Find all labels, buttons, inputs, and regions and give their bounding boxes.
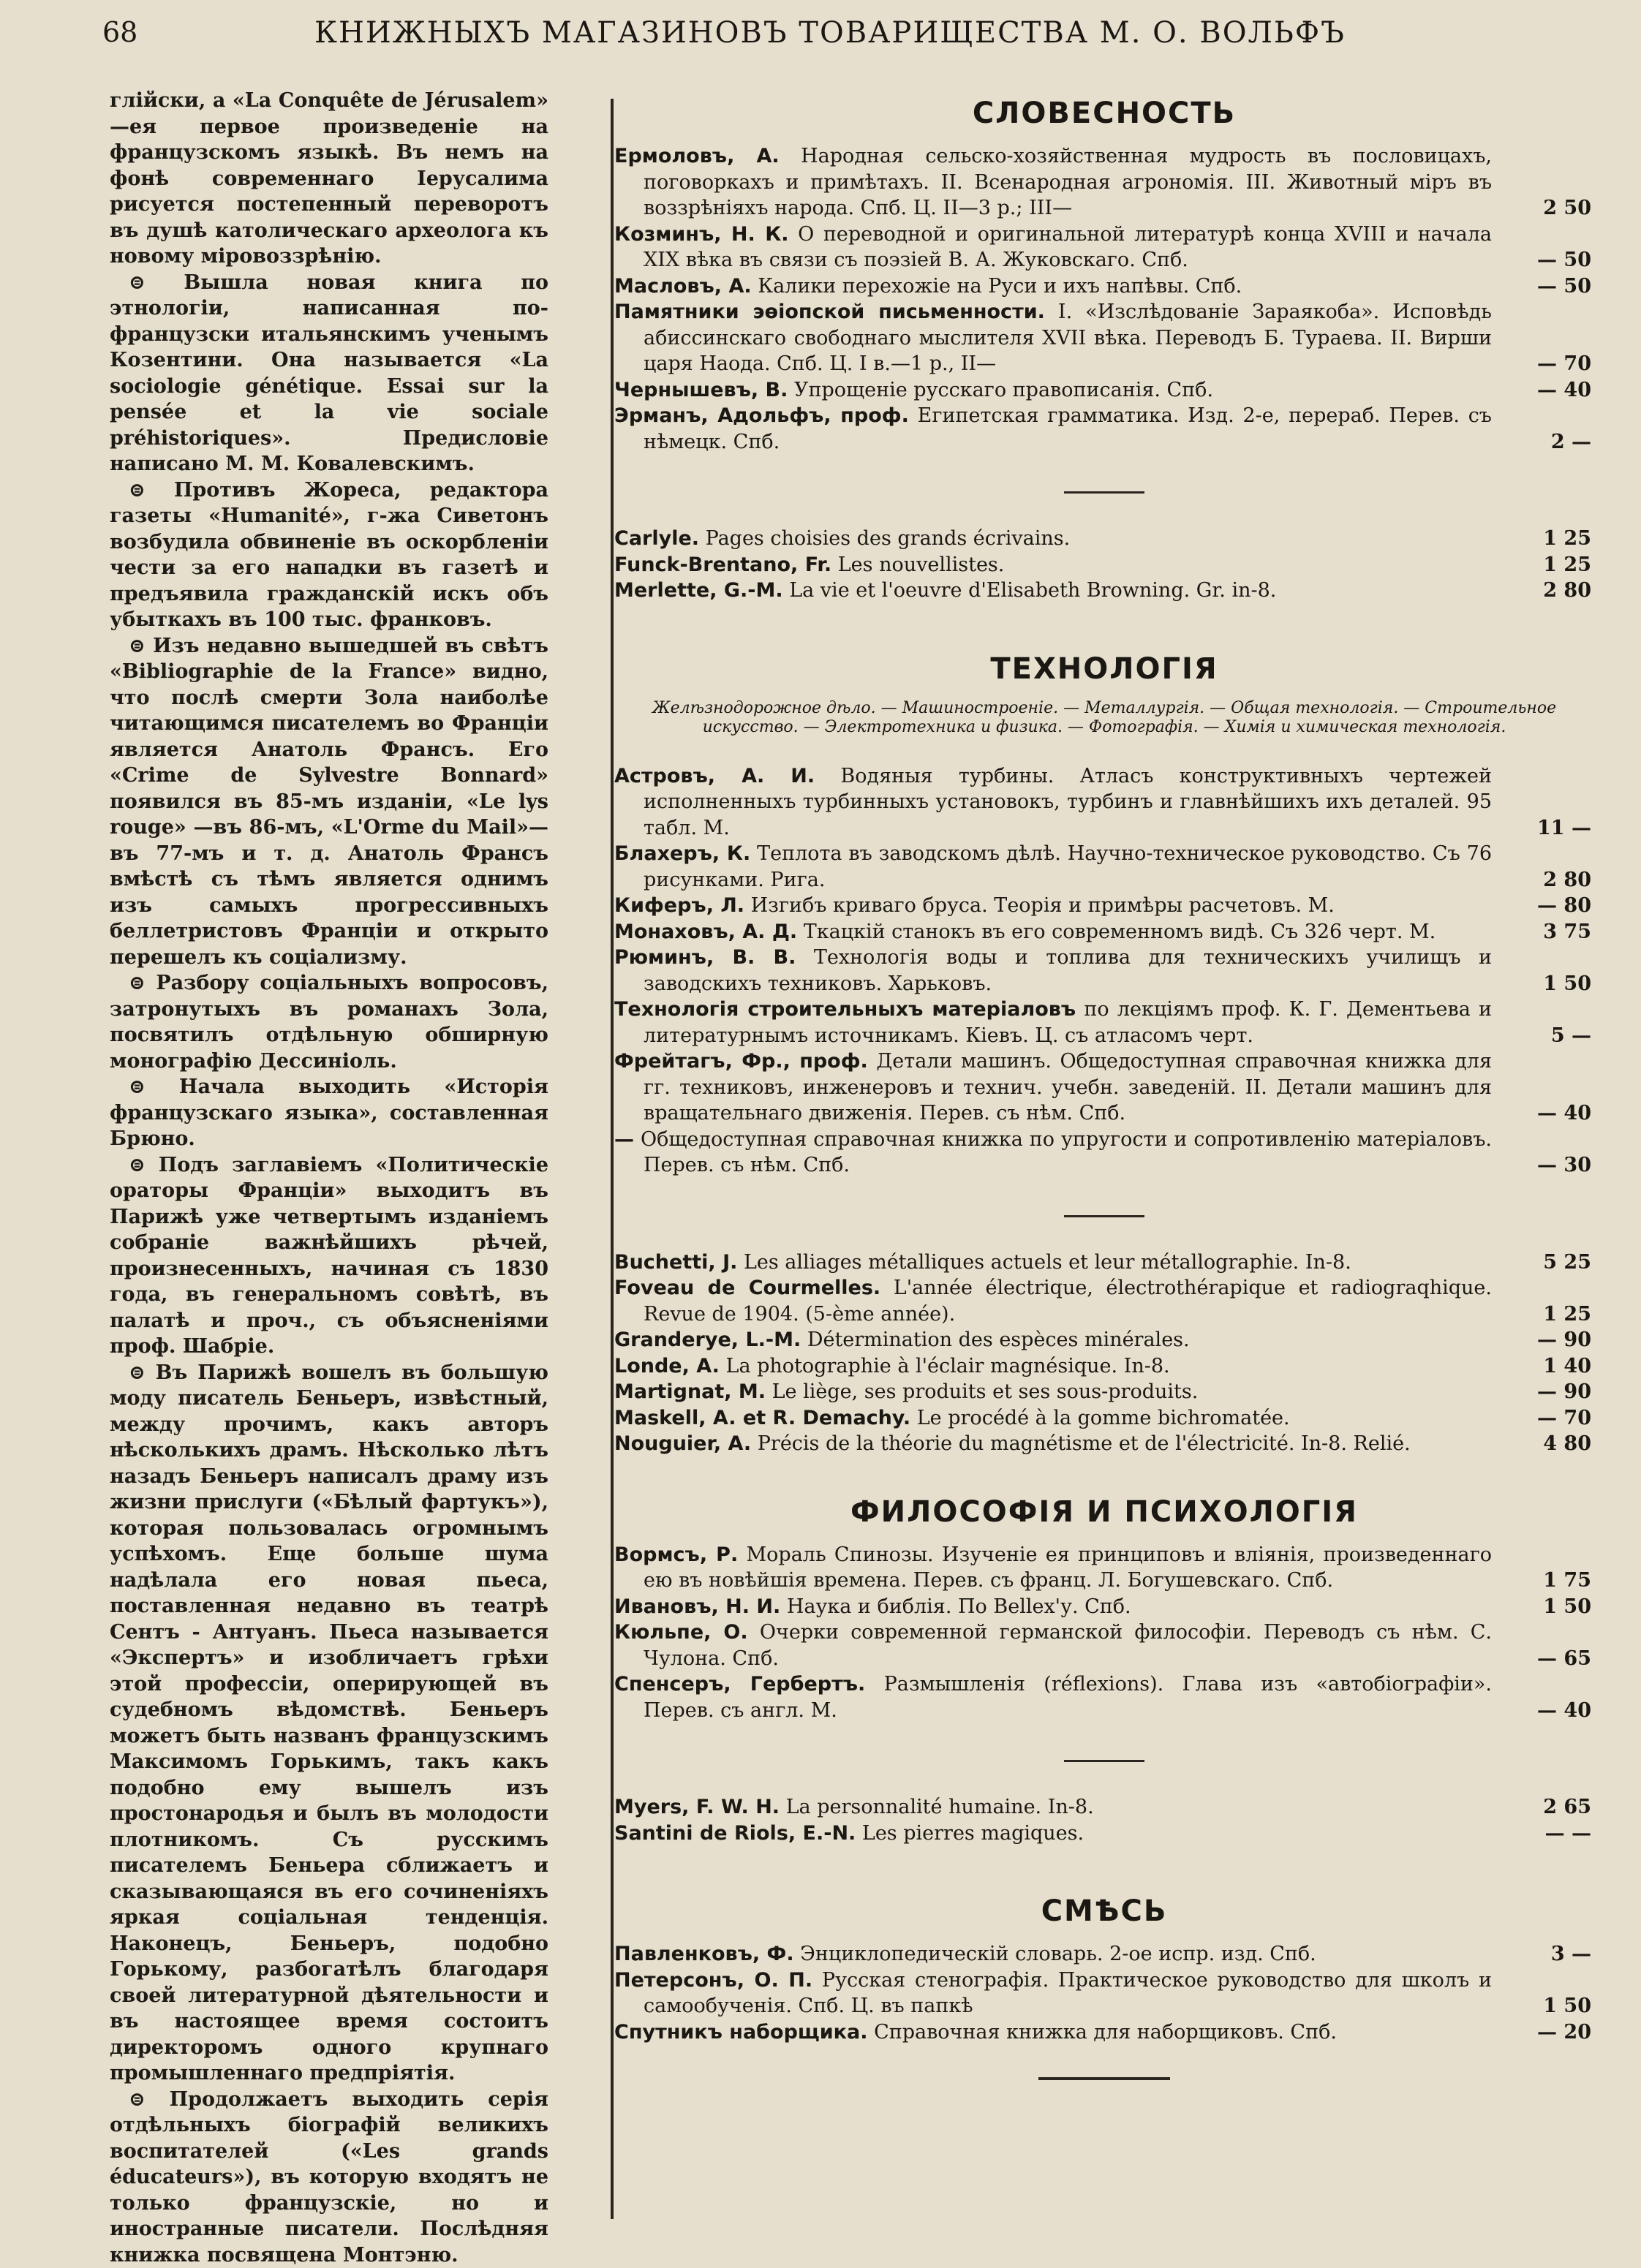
entry-price: 3 75	[1543, 919, 1591, 945]
entry-author: Масловъ, А.	[614, 275, 752, 298]
news-paragraph: глійски, а «La Conquête de Jérusalem» —ея первое произведеніе на французскомъ языкѣ. Въ немъ на фонѣ современнаго Іерусалима рисуется постепенный переворотъ въ душѣ католическаго археолога къ новому міровоззрѣнію.	[110, 88, 548, 270]
entry-text: Pages choisies des grands écrivains.	[699, 527, 1070, 550]
entry-text: О переводной и оригинальной литературѣ конца XVIII и начала XIX вѣка въ связи съ поэзіей В. А. Жуковскаго. Спб.	[644, 223, 1492, 272]
entry-price: — —	[1545, 1821, 1591, 1847]
catalog-entry	[614, 403, 1594, 455]
entry-price: — 90	[1537, 1327, 1591, 1353]
entry-group	[614, 1542, 1594, 1724]
section-rule	[1064, 1760, 1144, 1762]
entry-author: Спутникъ наборщика.	[614, 2021, 867, 2044]
entry-text: L'année électrique, électrothérapique et radiograqhique. Revue de 1904. (5-ème année).	[644, 1277, 1492, 1326]
entry-author: Петерсонъ, О. П.	[614, 1969, 812, 1992]
entry-group	[614, 1941, 1594, 2045]
page-number: 68	[102, 16, 137, 48]
entry-price: — 70	[1537, 1405, 1591, 1432]
entry-text: Упрощеніе русскаго правописанія. Спб.	[788, 379, 1213, 401]
entry-author: Santini de Riols, E.-N.	[614, 1822, 856, 1845]
catalog-entry	[614, 1127, 1594, 1179]
catalog-column	[614, 88, 1594, 2223]
catalog-entry	[614, 222, 1594, 273]
entry-text: Изгибъ криваго бруса. Теорія и примѣры расчетовъ. М.	[744, 894, 1335, 917]
catalog-entry	[614, 893, 1594, 919]
catalog-entry	[614, 1619, 1594, 1671]
entry-price: — 40	[1537, 377, 1591, 404]
entry-author: Martignat, M.	[614, 1380, 766, 1403]
catalog-entry	[614, 841, 1594, 893]
entry-text: Калики перехожіе на Руси и ихъ напѣвы. Спб.	[752, 275, 1242, 298]
catalog-entry	[614, 377, 1594, 404]
entry-author: Технологія строительныхъ матеріаловъ	[614, 998, 1076, 1021]
entry-text: Мораль Спинозы. Изученіе ея принциповъ и вліянія, произведеннаго ею въ новѣйшія времена. Перев. съ франц. Л. Богушевскаго. Спб.	[644, 1543, 1492, 1592]
entry-author: Рюминъ, В. В.	[614, 946, 796, 969]
entry-author: Nouguier, A.	[614, 1432, 751, 1455]
entry-group	[614, 763, 1594, 1179]
catalog-entry	[614, 919, 1594, 945]
news-paragraph: ⊜ Въ Парижѣ вошелъ въ большую моду писатель Беньеръ, извѣстный, между прочимъ, какъ авторъ нѣсколькихъ драмъ. Нѣсколько лѣтъ назадъ Беньеръ написалъ драму изъ жизни прислуги («Бѣлый фартукъ»), которая пользовалась огромнымъ успѣхомъ. Еще больше шума надѣлала его новая пьеса, поставленная недавно въ театрѣ Сентъ - Антуанъ. Пьеса называется «Экспертъ» и изобличаетъ грѣхи этой профессіи, оперирующей въ судебномъ вѣдомствѣ. Беньеръ можетъ быть названъ французскимъ Максимомъ Горькимъ, такъ какъ подобно ему вышелъ изъ простонародья и былъ въ молодости плотникомъ. Съ русскимъ писателемъ Беньера сближаетъ и сказывающаяся въ его сочиненіяхъ яркая соціальная тенденція. Наконецъ, Беньеръ, подобно Горькому, разбогатѣлъ благодаря своей литературной дѣятельности и въ настоящее время состоитъ директоромъ одного крупнаго промышленнаго предпріятія.	[110, 1360, 548, 2087]
entry-author: Funck-Brentano, Fr.	[614, 553, 831, 576]
entry-price: 1 25	[1543, 552, 1591, 578]
entry-price: 3 —	[1551, 1941, 1591, 1968]
entry-author: Ивановъ, Н. И.	[614, 1595, 780, 1618]
entry-author: Merlette, G.-M.	[614, 579, 783, 602]
entry-price: — 80	[1537, 893, 1591, 919]
entry-text: Народная сельско-хозяйственная мудрость въ пословицахъ, поговоркахъ и примѣтахъ. II. Всенародная агрономія. III. Животный міръ въ воззрѣніяхъ народа. Спб. Ц. II—3 р.; III—	[644, 145, 1492, 219]
news-paragraph: ⊜ Подъ заглавіемъ «Политическіе ораторы Франціи» выходитъ въ Парижѣ уже четвертымъ изданіемъ собраніе важнѣйшихъ рѣчей, произнесенныхъ, начиная съ 1830 года, въ генеральномъ совѣтѣ, въ палатѣ и проч., съ объясненіями проф. Шабріе.	[110, 1152, 548, 1360]
entry-text: Технологія воды и топлива для техническихъ училищъ и заводскихъ техниковъ. Харьковъ.	[644, 946, 1492, 995]
catalog-entry	[614, 1405, 1594, 1432]
catalog-entry	[614, 552, 1594, 578]
entry-author: Чернышевъ, В.	[614, 379, 788, 401]
entry-author: Блахеръ, К.	[614, 842, 750, 865]
catalog-entry	[614, 1250, 1594, 1276]
entry-price: 2 50	[1543, 195, 1591, 222]
entry-text: Размышленія (réflexions). Глава изъ «автобіографіи». Перев. съ англ. М.	[644, 1673, 1492, 1722]
catalog-entry	[614, 1671, 1594, 1723]
catalog-entry	[614, 1431, 1594, 1457]
catalog-entry	[614, 1275, 1594, 1327]
catalog-entry	[614, 1968, 1594, 2019]
catalog-entry	[614, 526, 1594, 552]
news-paragraph: ⊜ Начала выходить «Исторія французскаго языка», составленная Брюно.	[110, 1074, 548, 1152]
left-column	[110, 88, 548, 2230]
section-title: ТЕХНОЛОГІЯ	[614, 652, 1594, 686]
entry-author: Памятники эѳіопской письменности.	[614, 300, 1045, 323]
section-title: СЛОВЕСНОСТЬ	[614, 97, 1594, 130]
catalog-entry	[614, 143, 1594, 222]
entry-price: — 50	[1537, 247, 1591, 273]
entry-price: 4 80	[1543, 1431, 1591, 1457]
entry-text: La personnalité humaine. In-8.	[780, 1796, 1094, 1818]
entry-price: 1 50	[1543, 1594, 1591, 1620]
entry-price: 1 50	[1543, 971, 1591, 997]
entry-text: Le liège, ses produits et ses sous-produits.	[766, 1380, 1198, 1403]
entry-text: Водяныя турбины. Атласъ конструктивныхъ чертежей исполненныхъ турбинныхъ установокъ, турбинъ и главнѣйшихъ ихъ деталей. 95 табл. М.	[644, 765, 1492, 839]
entry-group	[614, 526, 1594, 604]
section-rule	[1064, 491, 1144, 494]
entry-price: — 65	[1537, 1646, 1591, 1672]
entry-author: —	[614, 1128, 634, 1151]
entry-price: 5 25	[1543, 1250, 1591, 1276]
entry-price: 11 —	[1537, 815, 1591, 842]
section-subtopics: Желѣзнодорожное дѣло. — Машиностроеніе. — Металлургія. — Общая технологія. — Строительное искусство. — Электротехника и физика. — Фотографія. — Химія и химическая технологія.	[614, 699, 1594, 737]
catalog-entry	[614, 299, 1594, 377]
entry-price: — 90	[1537, 1379, 1591, 1405]
news-paragraph: ⊜ Продолжаетъ выходить серія отдѣльныхъ біографій великихъ воспитателей («Les grands éducateurs»), въ которую входятъ не только французскіе, но и иностранные писатели. Послѣдняя книжка посвящена Монтэню.	[110, 2087, 548, 2268]
entry-price: 2 65	[1543, 1794, 1591, 1821]
entry-author: Монаховъ, А. Д.	[614, 921, 797, 943]
entry-author: Астровъ, А. И.	[614, 765, 815, 787]
news-paragraph: ⊜ Противъ Жореса, редактора газеты «Humanité», г-жа Сиветонъ возбудила обвиненіе въ оскорбленіи чести за его нападки въ газетѣ и предъявила гражданскій искъ объ убыткахъ въ 100 тыс. франковъ.	[110, 477, 548, 633]
entry-group	[614, 1250, 1594, 1457]
entry-price: 5 —	[1551, 1023, 1591, 1049]
catalog-entry	[614, 763, 1594, 842]
entry-author: Buchetti, J.	[614, 1251, 737, 1274]
catalog-entry	[614, 2019, 1594, 2046]
entry-author: Granderye, L.-M.	[614, 1328, 801, 1351]
entry-author: Foveau de Courmelles.	[614, 1277, 880, 1299]
closing-rule	[1038, 2077, 1170, 2080]
entry-price: — 40	[1537, 1100, 1591, 1127]
entry-group	[614, 1794, 1594, 1846]
entry-price: 1 75	[1543, 1568, 1591, 1594]
entry-price: — 70	[1537, 351, 1591, 377]
catalog-entry	[614, 578, 1594, 604]
entry-text: по лекціямъ проф. К. Г. Дементьева и литературнымъ источникамъ. Кіевъ. Ц. съ атласомъ черт.	[644, 998, 1492, 1047]
entry-price: 2 —	[1551, 429, 1591, 456]
column-divider	[611, 99, 614, 2219]
section-title: СМѢСЬ	[614, 1894, 1594, 1928]
running-title: КНИЖНЫХЪ МАГАЗИНОВЪ ТОВАРИЩЕСТВА М. О. ВОЛЬФЪ	[314, 16, 1602, 50]
entry-text: Les alliages métalliques actuels et leur métallographie. In-8.	[737, 1251, 1351, 1274]
entry-price: — 30	[1537, 1152, 1591, 1179]
entry-text: Précis de la théorie du magnétisme et de l'électricité. In-8. Relié.	[751, 1432, 1411, 1455]
entry-text: Энциклопедическій словарь. 2-ое испр. изд. Спб.	[794, 1943, 1316, 1965]
catalog-entry	[614, 1327, 1594, 1353]
catalog-entry	[614, 1794, 1594, 1821]
entry-author: Спенсеръ, Гербертъ.	[614, 1673, 865, 1696]
entry-text: La vie et l'oeuvre d'Elisabeth Browning. Gr. in-8.	[783, 579, 1277, 602]
entry-text: Детали машинъ. Общедоступная справочная книжка для гг. техниковъ, инженеровъ и технич. учебн. заведеній. II. Детали машинъ для вращательнаго движенія. Перев. съ нѣм. Спб.	[644, 1050, 1492, 1124]
entry-author: Кюльпе, О.	[614, 1621, 748, 1644]
entry-price: — 50	[1537, 273, 1591, 300]
catalog-entry	[614, 273, 1594, 300]
entry-text: Ткацкій станокъ въ его современномъ видѣ. Съ 326 черт. М.	[797, 921, 1436, 943]
entry-price: 1 40	[1543, 1353, 1591, 1380]
entry-author: Фрейтагъ, Фр., проф.	[614, 1050, 868, 1073]
entry-group	[614, 143, 1594, 455]
entry-price: 1 25	[1543, 526, 1591, 552]
news-paragraph: ⊜ Изъ недавно вышедшей въ свѣтъ «Bibliographie de la France» видно, что послѣ смерти Зола наиболѣе читающимся писателемъ во Франціи является Анатоль Франсъ. Его «Crime de Sylvestre Bonnard» появился въ 85-мъ изданіи, «Le lys rouge» —въ 86-мъ, «L'Orme du Mail»— въ 77-мъ и т. д. Анатоль Франсъ вмѣстѣ съ тѣмъ является однимъ изъ самыхъ прогрессивныхъ беллетристовъ Франціи и открыто перешелъ къ соціализму.	[110, 633, 548, 971]
page-header	[95, 10, 1616, 61]
entry-text: Les pierres magiques.	[856, 1822, 1084, 1845]
entry-author: Ермоловъ, А.	[614, 145, 780, 167]
news-paragraph: ⊜ Вышла новая книга по этнологіи, написанная по-французски итальянскимъ ученымъ Козентини. Она называется «La sociologie génétique. Essai sur la pensée et la vie sociale préhistoriques». Предисловіе написано М. М. Ковалевскимъ.	[110, 270, 548, 477]
entry-price: — 40	[1537, 1698, 1591, 1724]
catalog-entry	[614, 1542, 1594, 1594]
entry-price: 2 80	[1543, 578, 1591, 604]
news-paragraph: ⊜ Разбору соціальныхъ вопросовъ, затронутыхъ въ романахъ Зола, посвятилъ отдѣльную обширную монографію Дессиніоль.	[110, 970, 548, 1074]
entry-text: Египетская грамматика. Изд. 2-е, перераб. Перев. съ нѣмецк. Спб.	[644, 404, 1492, 453]
catalog-entry	[614, 997, 1594, 1048]
entry-text: Наука и библія. По Bellex'у. Спб.	[780, 1595, 1131, 1618]
catalog-entry	[614, 1821, 1594, 1847]
entry-author: Козминъ, Н. К.	[614, 223, 789, 246]
catalog-entry	[614, 1048, 1594, 1127]
entry-author: Павленковъ, Ф.	[614, 1943, 794, 1965]
entry-price: 1 25	[1543, 1301, 1591, 1328]
entry-price: 2 80	[1543, 867, 1591, 893]
entry-author: Эрманъ, Адольфъ, проф.	[614, 404, 909, 427]
catalog-entry	[614, 945, 1594, 997]
entry-author: Myers, F. W. H.	[614, 1796, 780, 1818]
entry-text: Теплота въ заводскомъ дѣлѣ. Научно-техническое руководство. Съ 76 рисунками. Рига.	[644, 842, 1492, 891]
catalog-entry	[614, 1594, 1594, 1620]
entry-text: Очерки современной германской философіи. Переводъ съ нѣм. С. Чулона. Спб.	[644, 1621, 1492, 1670]
entry-price: — 20	[1537, 2019, 1591, 2046]
section-rule	[1064, 1215, 1144, 1217]
entry-text: Общедоступная справочная книжка по упругости и сопротивленію матеріаловъ. Перев. съ нѣм. Спб.	[634, 1128, 1492, 1177]
catalog-entry	[614, 1941, 1594, 1968]
catalog-entry	[614, 1353, 1594, 1380]
entry-text: Détermination des espèces minérales.	[801, 1328, 1189, 1351]
entry-text: Справочная книжка для наборщиковъ. Спб.	[867, 2021, 1336, 2044]
entry-author: Киферъ, Л.	[614, 894, 744, 917]
entry-author: Вормсъ, Р.	[614, 1543, 738, 1566]
entry-author: Londe, A.	[614, 1355, 720, 1377]
catalog-entry	[614, 1379, 1594, 1405]
entry-text: Le procédé à la gomme bichromatée.	[910, 1407, 1289, 1429]
section-title: ФИЛОСОФІЯ И ПСИХОЛОГІЯ	[614, 1495, 1594, 1529]
entry-text: La photographie à l'éclair magnésique. In-8.	[720, 1355, 1170, 1377]
entry-author: Carlyle.	[614, 527, 699, 550]
entry-text: I. «Изслѣдованіе Зараякоба». Исповѣдь абиссинскаго свободнаго мыслителя XVII вѣка. Переводъ Б. Тураева. II. Вирши царя Наода. Спб. Ц. I в.—1 р., II—	[644, 300, 1492, 375]
entry-author: Maskell, A. et R. Demachy.	[614, 1407, 910, 1429]
entry-text: Les nouvellistes.	[831, 553, 1004, 576]
entry-text: Русская стенографія. Практическое руководство для школъ и самообученія. Спб. Ц. въ папкѣ	[644, 1969, 1492, 2018]
entry-price: 1 50	[1543, 1993, 1591, 2019]
